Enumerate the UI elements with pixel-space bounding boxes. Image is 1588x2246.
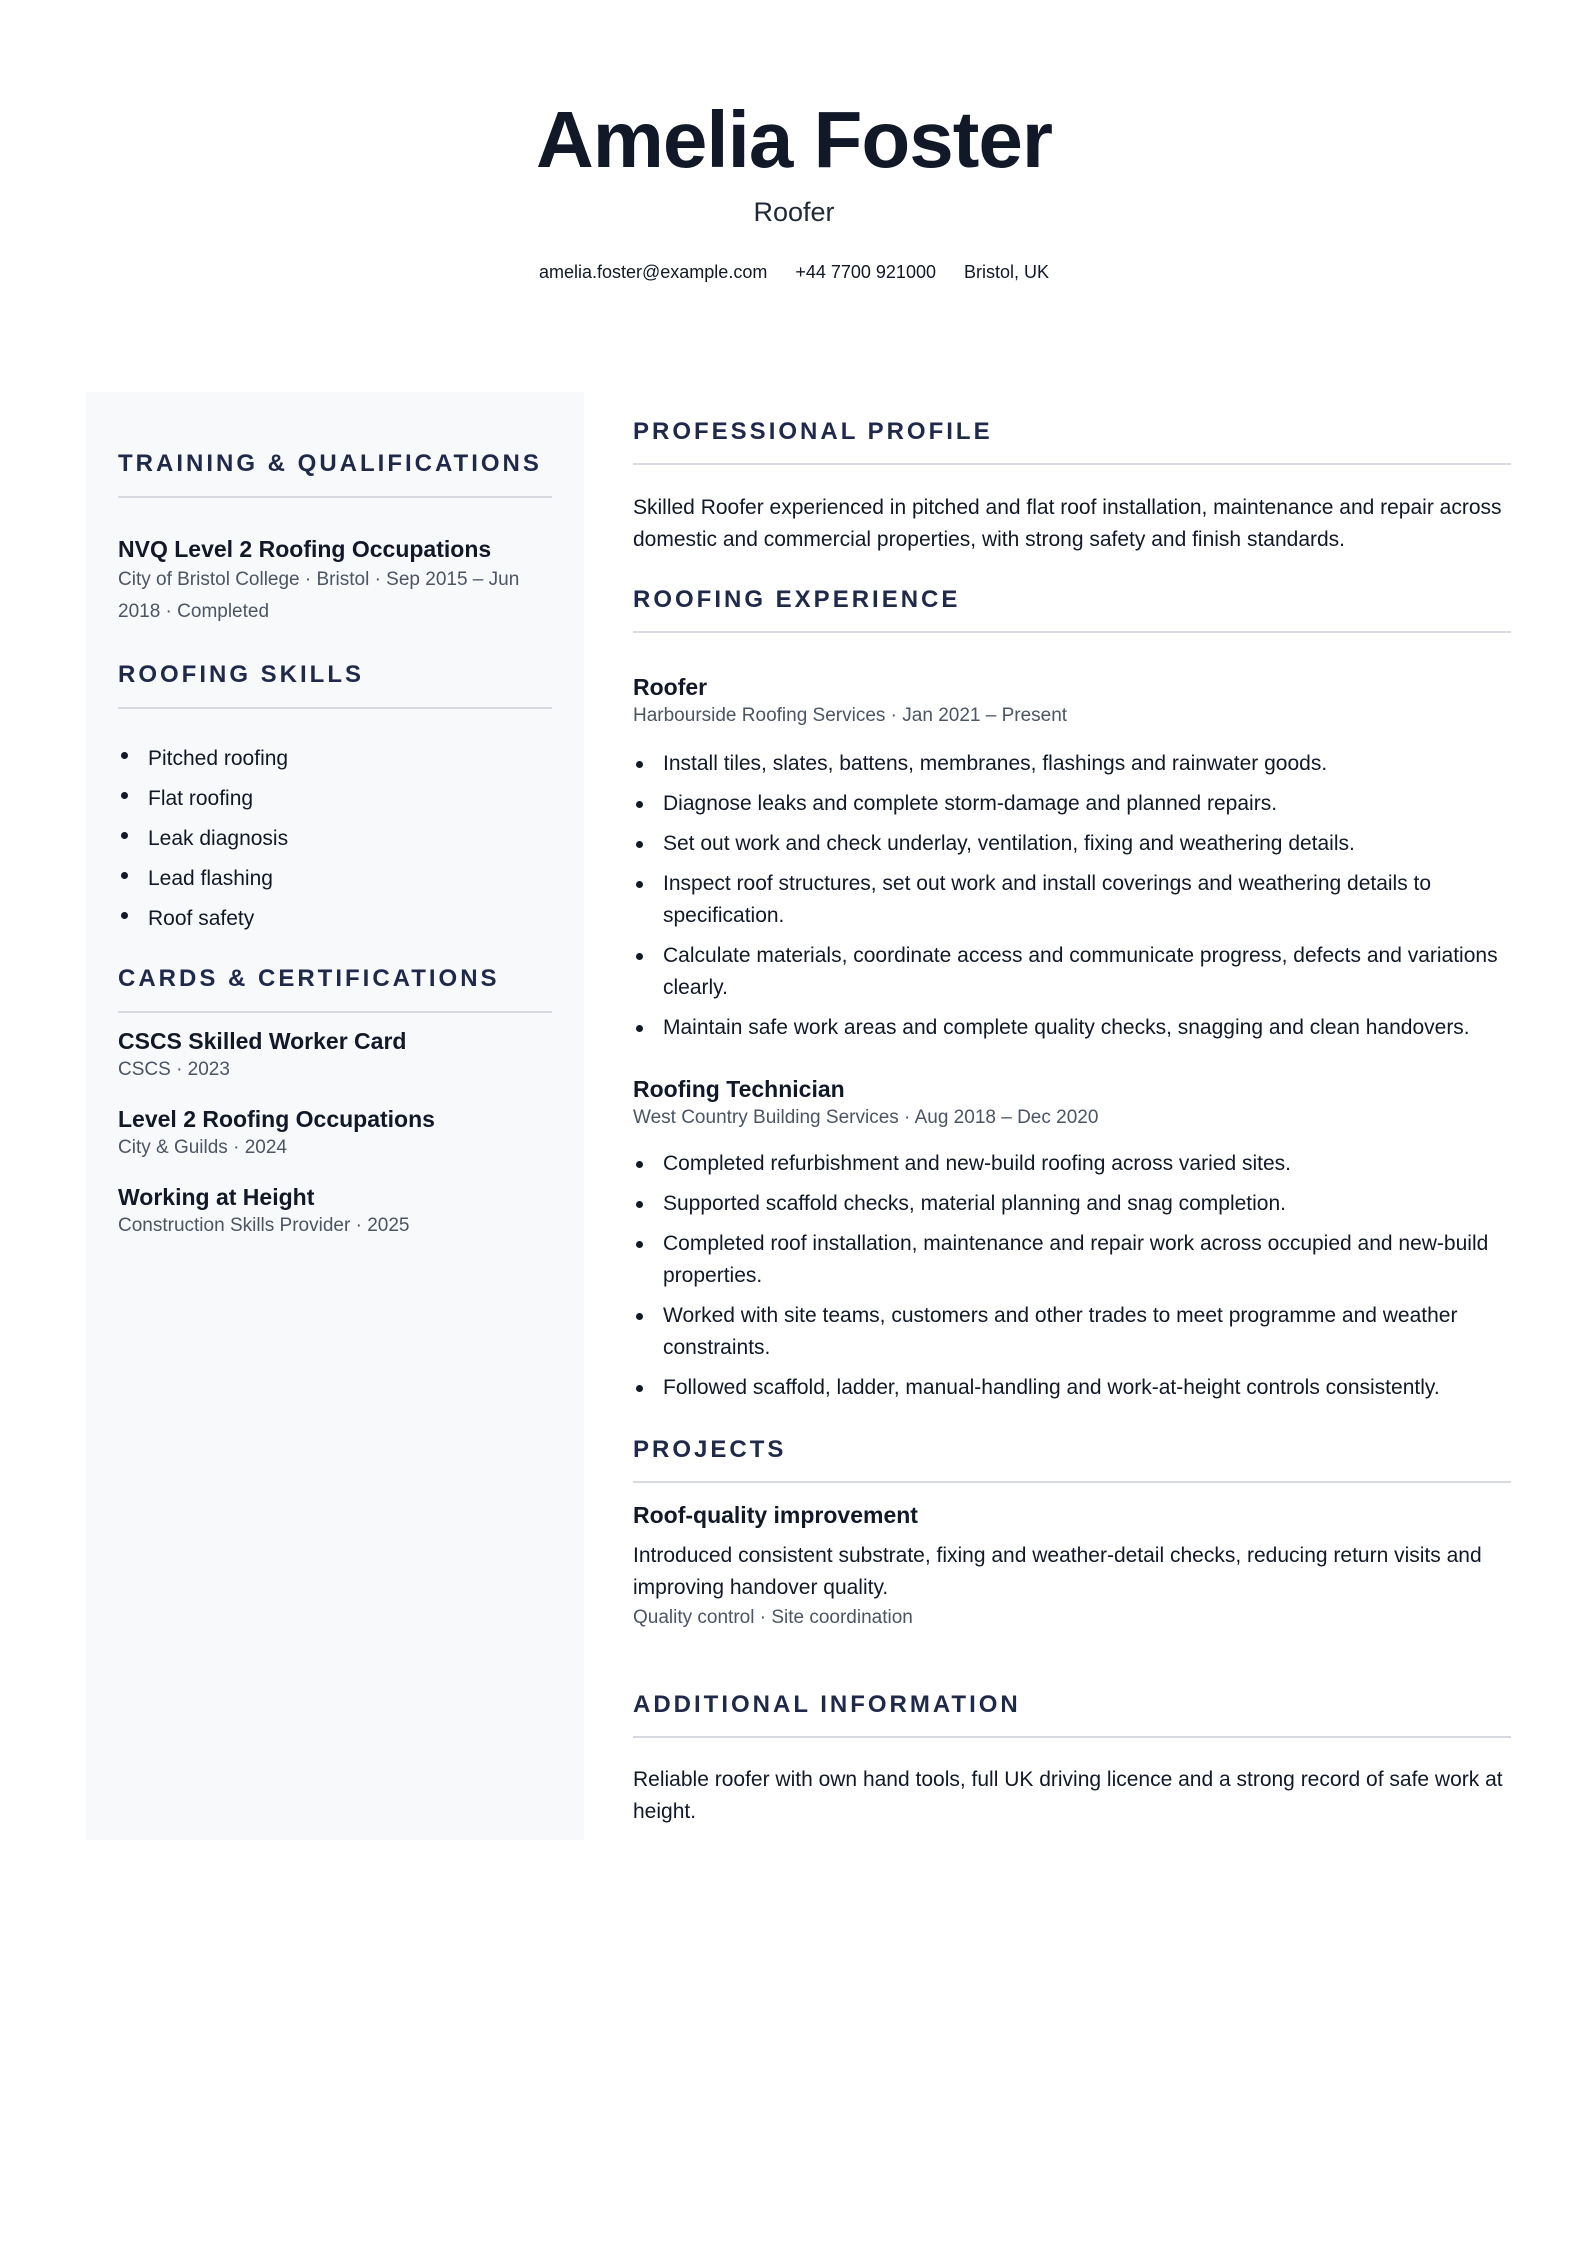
list-item: Leak diagnosis	[118, 819, 552, 859]
contact-location: Bristol, UK	[963, 262, 1050, 282]
list-item: Lead flashing	[118, 859, 552, 899]
job-bullets	[633, 1148, 1511, 1404]
projects-divider	[633, 1481, 1511, 1483]
list-item: Roof safety	[118, 899, 552, 939]
training-divider	[118, 496, 552, 498]
list-item: Inspect roof structures, set out work and install coverings and weathering details to specification.	[633, 868, 1511, 932]
training-item	[118, 534, 552, 628]
job-title: Roofing Technician	[633, 1076, 845, 1102]
project-item	[633, 1500, 1511, 1632]
list-item: Maintain safe work areas and complete quality checks, snagging and clean handovers.	[633, 1012, 1511, 1044]
candidate-title: Roofer	[753, 197, 835, 227]
list-item: Set out work and check underlay, ventilation, fixing and weathering details.	[633, 828, 1511, 860]
cards-divider	[118, 1011, 552, 1013]
contact-email[interactable]: amelia.foster@example.com	[538, 262, 768, 282]
list-item: Calculate materials, coordinate access and communicate progress, defects and variations clearly.	[633, 940, 1511, 1004]
profile-text: Skilled Roofer experienced in pitched and flat roof installation, maintenance and repair across domestic and commercial properties, with strong safety and finish standards.	[633, 496, 1502, 551]
training-item-title: NVQ Level 2 Roofing Occupations	[118, 536, 492, 562]
projects-heading: PROJECTS	[633, 1436, 787, 1463]
skills-divider	[118, 707, 552, 709]
job-bullets	[633, 748, 1511, 1044]
list-item: Pitched roofing	[118, 739, 552, 779]
list-item: Flat roofing	[118, 779, 552, 819]
job-entry	[633, 672, 1511, 1044]
cert-meta: CSCS · 2023	[118, 1059, 230, 1080]
contact-line	[0, 259, 1588, 285]
job-meta: West Country Building Services · Aug 2018 – Dec 2020	[633, 1107, 1099, 1128]
sidebar	[86, 392, 584, 1840]
cert-item	[118, 1182, 552, 1240]
experience-divider	[633, 631, 1511, 633]
candidate-name: Amelia Foster	[535, 95, 1053, 184]
cert-item	[118, 1104, 552, 1162]
training-item-meta: City of Bristol College · Bristol · Sep 2015 – Jun 2018 · Completed	[118, 569, 520, 622]
job-title: Roofer	[633, 674, 708, 700]
skills-heading: ROOFING SKILLS	[118, 661, 364, 688]
cert-title: Level 2 Roofing Occupations	[118, 1106, 435, 1132]
job-entry	[633, 1074, 1511, 1404]
project-text: Introduced consistent substrate, fixing and weather-detail checks, reducing return visits and improving handover quality.	[633, 1544, 1482, 1599]
list-item: Completed roof installation, maintenance and repair work across occupied and new-build properties.	[633, 1228, 1511, 1292]
cert-meta: Construction Skills Provider · 2025	[118, 1215, 410, 1236]
cert-item	[118, 1026, 552, 1084]
training-heading: TRAINING & QUALIFICATIONS	[118, 450, 542, 477]
profile-heading: PROFESSIONAL PROFILE	[633, 418, 993, 445]
list-item: Install tiles, slates, battens, membranes, flashings and rainwater goods.	[633, 748, 1511, 780]
experience-heading: ROOFING EXPERIENCE	[633, 586, 961, 613]
cards-heading: CARDS & CERTIFICATIONS	[118, 965, 500, 992]
list-item: Followed scaffold, ladder, manual-handling and work-at-height controls consistently.	[633, 1372, 1511, 1404]
additional-heading: ADDITIONAL INFORMATION	[633, 1691, 1021, 1718]
profile-divider	[633, 463, 1511, 465]
additional-text: Reliable roofer with own hand tools, full UK driving licence and a strong record of safe work at height.	[633, 1768, 1503, 1823]
additional-divider	[633, 1736, 1511, 1738]
skills-list	[118, 739, 552, 939]
contact-phone[interactable]: +44 7700 921000	[795, 262, 936, 282]
list-item: Supported scaffold checks, material planning and snag completion.	[633, 1188, 1511, 1220]
cert-title: CSCS Skilled Worker Card	[118, 1028, 407, 1054]
list-item: Diagnose leaks and complete storm-damage and planned repairs.	[633, 788, 1511, 820]
list-item: Completed refurbishment and new-build roofing across varied sites.	[633, 1148, 1511, 1180]
job-meta: Harbourside Roofing Services · Jan 2021 – Present	[633, 705, 1068, 726]
project-title: Roof-quality improvement	[633, 1502, 918, 1528]
list-item: Worked with site teams, customers and other trades to meet programme and weather constraints.	[633, 1300, 1511, 1364]
cert-meta: City & Guilds · 2024	[118, 1137, 287, 1158]
cert-title: Working at Height	[118, 1184, 315, 1210]
project-meta: Quality control · Site coordination	[633, 1607, 913, 1628]
